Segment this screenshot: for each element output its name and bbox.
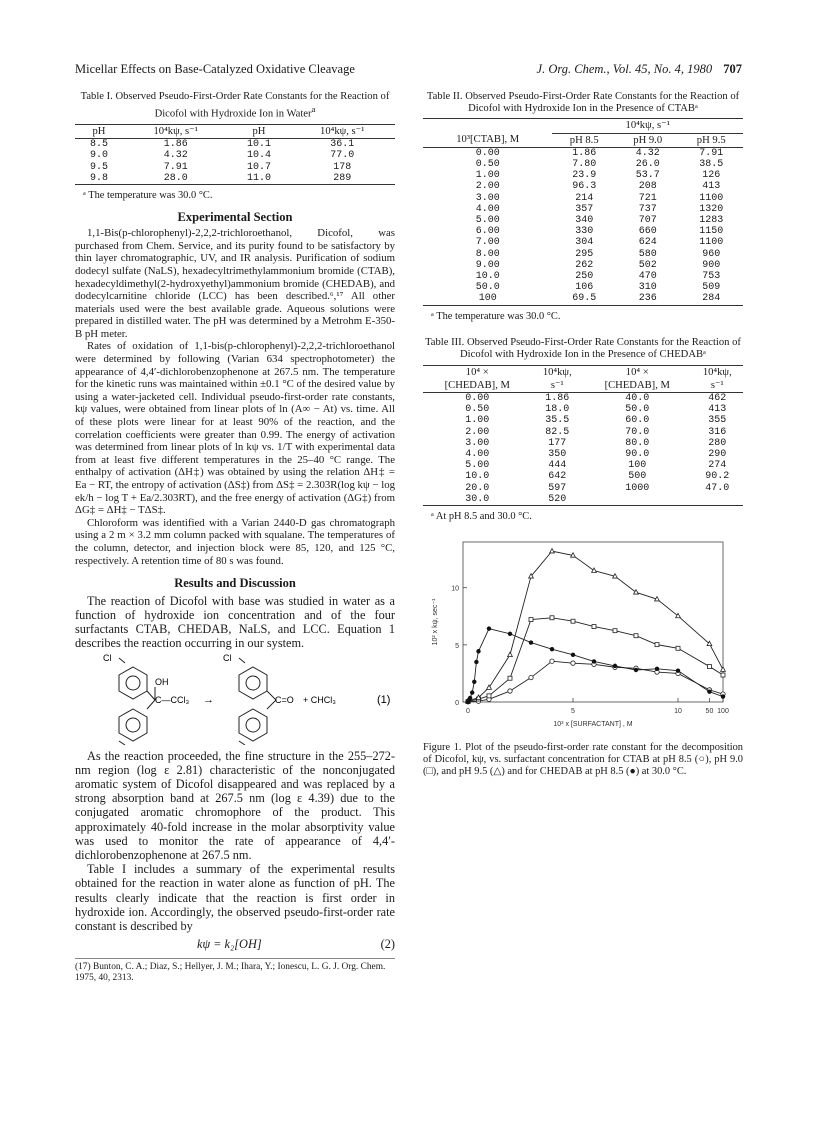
table2-cell: 1320 bbox=[699, 203, 724, 215]
table2-cell: 295 bbox=[575, 248, 594, 260]
table1-header-col-2: pH bbox=[228, 124, 289, 138]
data-point-chedab-ph85 bbox=[655, 666, 659, 670]
table2-cell: 660 bbox=[638, 226, 657, 238]
table1-row bbox=[75, 173, 395, 185]
table1-header-col-0: pH bbox=[75, 124, 123, 138]
data-point-chedab-ph85 bbox=[634, 667, 638, 671]
table2-cell: 304 bbox=[575, 237, 594, 249]
scheme-co: C=O bbox=[275, 694, 294, 705]
y-tick-label: 5 bbox=[455, 642, 459, 650]
table3-row bbox=[423, 483, 743, 494]
x-tick-label: 0 bbox=[466, 707, 470, 715]
table3-cell: 444 bbox=[548, 460, 567, 472]
table3-cell: 47.0 bbox=[705, 482, 730, 494]
table1-cell: 1.86 bbox=[163, 139, 188, 151]
data-point-ctab-ph90 bbox=[487, 694, 491, 698]
table1-cell: 11.0 bbox=[246, 172, 271, 184]
table2-cell: 69.5 bbox=[572, 293, 597, 305]
table3-cell: 5.00 bbox=[465, 460, 490, 472]
table2-cell: 7.91 bbox=[699, 147, 724, 159]
data-point-ctab-ph95 bbox=[592, 568, 597, 572]
table2-header-col-1: pH 8.5 bbox=[552, 133, 616, 147]
table1-header-col-1: 10⁴kψ, s⁻¹ bbox=[123, 124, 228, 138]
data-point-chedab-ph85 bbox=[721, 694, 725, 698]
table3-row bbox=[423, 471, 743, 482]
table2-row bbox=[423, 293, 743, 305]
table2-cell: 23.9 bbox=[572, 170, 597, 182]
table3-cell: 316 bbox=[708, 426, 727, 438]
table2-row bbox=[423, 159, 743, 170]
table2-cell: 0.00 bbox=[475, 147, 500, 159]
table3-cell bbox=[583, 494, 692, 506]
table3-cell: 177 bbox=[548, 437, 567, 449]
x-axis-label: 10³ x [SURFACTANT] , M bbox=[553, 720, 633, 728]
x-tick-label: 10 bbox=[674, 707, 682, 715]
data-point-ctab-ph95 bbox=[676, 613, 681, 617]
table3-cell: 10.0 bbox=[465, 471, 490, 483]
table3-row bbox=[423, 460, 743, 471]
table2-cell: 1.86 bbox=[572, 147, 597, 159]
table3-cell: 80.0 bbox=[625, 437, 650, 449]
table1-label: Table I. bbox=[80, 91, 113, 102]
table3-cell: 0.00 bbox=[465, 393, 490, 405]
table2-cell: 4.32 bbox=[635, 147, 660, 159]
plot-frame bbox=[463, 542, 723, 702]
table2-caption bbox=[423, 91, 743, 115]
table3-header-top-col-1: 10⁴kψ, bbox=[542, 366, 572, 378]
table1-row bbox=[75, 139, 395, 151]
table3-cell: 1.86 bbox=[545, 393, 570, 405]
data-point-ctab-ph90 bbox=[634, 633, 638, 637]
data-point-ctab-ph90 bbox=[613, 628, 617, 632]
table3-cell: 462 bbox=[708, 393, 727, 405]
journal-citation: J. Org. Chem., Vol. 45, No. 4, 1980 bbox=[536, 62, 713, 76]
running-header-left: Micellar Effects on Base-Catalyzed Oxidative Cleavage bbox=[75, 62, 355, 76]
x-tick-label: 50 bbox=[705, 707, 714, 715]
table2-cell: 707 bbox=[638, 215, 657, 227]
table2-cell: 50.0 bbox=[475, 282, 500, 294]
y-tick-label: 10 bbox=[451, 585, 459, 593]
table3-row bbox=[423, 438, 743, 449]
equation-2-number: (2) bbox=[380, 937, 395, 952]
table2-cell: 96.3 bbox=[572, 181, 597, 193]
data-point-ctab-ph95 bbox=[721, 667, 726, 671]
table3-footnote: ᵃ At pH 8.5 and 30.0 °C. bbox=[431, 511, 532, 523]
data-point-chedab-ph85 bbox=[676, 668, 680, 672]
reference-17: (17) Bunton, C. A.; Diaz, S.; Hellyer, J. M.; Ihara, Y.; Ionescu, L. G. J. Org. Chem. 1975, 40, 2313. bbox=[75, 958, 395, 984]
page-number: 707 bbox=[723, 62, 742, 76]
running-header-right bbox=[537, 62, 742, 77]
equation-1-number: (1) bbox=[377, 693, 391, 706]
data-point-chedab-ph85 bbox=[470, 690, 474, 694]
data-point-chedab-ph85 bbox=[592, 659, 596, 663]
table2-cell: 7.80 bbox=[572, 159, 597, 171]
table2-cell: 208 bbox=[638, 181, 657, 193]
table3-cell: 82.5 bbox=[545, 426, 570, 438]
table2-cell: 236 bbox=[638, 293, 657, 305]
results-p1: The reaction of Dicofol with base was studied in water as a function of hydroxide ion concentration and of the four surfactants CTAB, CHEDAB, NaLS, and LCC. Equation 1 describes the reaction occurring in our system. bbox=[75, 593, 395, 651]
table3-cell bbox=[692, 494, 743, 506]
table3-cell: 0.50 bbox=[465, 404, 490, 416]
table2-row bbox=[423, 282, 743, 293]
table2-row bbox=[423, 226, 743, 237]
data-point-chedab-ph85 bbox=[613, 663, 617, 667]
data-point-chedab-ph85 bbox=[487, 626, 491, 630]
data-point-ctab-ph85 bbox=[571, 661, 575, 665]
table3-cell: 280 bbox=[708, 437, 727, 449]
table3-title: Observed Pseudo-First-Order Rate Constants for the Reaction of Dicofol with Hydroxide Ion in the Presence of CHEDABᵃ bbox=[460, 337, 741, 361]
table3-label: Table III. bbox=[425, 337, 465, 349]
table2-row bbox=[423, 271, 743, 282]
data-point-ctab-ph90 bbox=[707, 664, 711, 668]
table3-cell: 355 bbox=[708, 415, 727, 427]
table2-cell: 26.0 bbox=[635, 159, 660, 171]
figure1-chart bbox=[423, 534, 743, 739]
data-point-chedab-ph85 bbox=[550, 647, 554, 651]
table2-cell: 5.00 bbox=[475, 215, 500, 227]
reaction-scheme bbox=[75, 653, 395, 745]
table2-label: Table II. bbox=[426, 91, 463, 102]
table2-cell: 8.00 bbox=[475, 248, 500, 260]
scheme-ccl3: C—CCl₃ bbox=[155, 694, 190, 705]
table3-cell: 70.0 bbox=[625, 426, 650, 438]
results-heading: Results and Discussion bbox=[174, 576, 296, 591]
table1-cell: 10.7 bbox=[246, 161, 271, 173]
table1 bbox=[75, 124, 395, 185]
table2-cell: 753 bbox=[702, 271, 721, 283]
data-point-chedab-ph85 bbox=[472, 679, 476, 683]
table2-cell: 284 bbox=[702, 293, 721, 305]
table2-cell: 1283 bbox=[699, 215, 724, 227]
table3-cell: 90.0 bbox=[625, 449, 650, 461]
table3-row bbox=[423, 427, 743, 438]
table2-cell: 2.00 bbox=[475, 181, 500, 193]
table2-cell: 413 bbox=[702, 181, 721, 193]
table1-cell: 8.5 bbox=[89, 139, 108, 151]
data-point-chedab-ph85 bbox=[476, 649, 480, 653]
data-point-ctab-ph85 bbox=[550, 659, 554, 663]
table3-cell: 60.0 bbox=[625, 415, 650, 427]
table1-cell: 9.0 bbox=[89, 150, 108, 162]
table2-cell: 9.00 bbox=[475, 259, 500, 271]
table3-cell: 50.0 bbox=[625, 404, 650, 416]
table2-cell: 7.00 bbox=[475, 237, 500, 249]
table1-cell: 178 bbox=[333, 161, 352, 173]
scheme-cl-1: Cl bbox=[103, 652, 112, 663]
experimental-p1: 1,1-Bis(p-chlorophenyl)-2,2,2-trichloroethanol, Dicofol, was purchased from Chem. Service, and its purity found to be satisfactory by thin layer chromatographic, UV, and IR analysis. Purification of sodium dodecyl sulfate (NaLS), hexadecyltrimethylammonium bromide (CTAB), hexadecyldimethyl(2-hydroxyethyl)ammonium bromide (CHEDAB), and dodecylcarnitine chloride (LCC) has been described.⁶,¹⁷ All other materials used were the best available grade. Aqueous solutions were prepared in distilled water. The pH was determined by a Metrohm E-350-B pH meter. bbox=[75, 227, 395, 340]
left-column bbox=[75, 91, 395, 984]
table3-cell: 100 bbox=[628, 460, 647, 472]
table3-cell: 274 bbox=[708, 460, 727, 472]
data-point-ctab-ph85 bbox=[508, 688, 512, 692]
results-p3: Table I includes a summary of the experimental results obtained for the reaction in water alone as function of pH. The results clearly indicate that the reaction is first order in hydroxide ion. Accordingly, the observed pseudo-first-order rate constant is described by bbox=[75, 862, 395, 934]
table3-header-bottom-col-1: s⁻¹ bbox=[532, 379, 583, 393]
table2-cell: 721 bbox=[638, 192, 657, 204]
table3-cell: 1.00 bbox=[465, 415, 490, 427]
data-point-ctab-ph90 bbox=[655, 642, 659, 646]
equation-2 bbox=[75, 936, 395, 952]
table2-cell: 1100 bbox=[699, 237, 724, 249]
figure1-caption: Figure 1. Plot of the pseudo-first-order rate constant for the decomposition of Dicofol, kψ, vs. surfactant concentration for CTAB at pH 8.5 (○), pH 9.0 (□), and pH 9.5 (△) and for CHEDAB at pH 8.5 (●) at 30.0 °C. bbox=[423, 742, 743, 778]
table2-row bbox=[423, 215, 743, 226]
table2-span-header: 10⁴kψ, s⁻¹ bbox=[552, 119, 743, 133]
table3-header-top-col-0: 10⁴ × bbox=[465, 366, 489, 378]
table3-cell: 597 bbox=[548, 482, 567, 494]
y-tick-label: 0 bbox=[455, 699, 459, 707]
table2-cell: 38.5 bbox=[699, 159, 724, 171]
data-point-ctab-ph90 bbox=[592, 624, 596, 628]
table2-row bbox=[423, 170, 743, 181]
data-point-ctab-ph95 bbox=[508, 652, 513, 656]
table2-cell: 509 bbox=[702, 282, 721, 294]
y-axis-label: 10² x kψ, sec⁻¹ bbox=[432, 598, 439, 646]
table3-header-top-col-2: 10⁴ × bbox=[625, 366, 649, 378]
table3-cell: 642 bbox=[548, 471, 567, 483]
data-point-ctab-ph90 bbox=[529, 617, 533, 621]
x-tick-label: 100 bbox=[717, 707, 729, 715]
data-point-chedab-ph85 bbox=[529, 640, 533, 644]
table2-header-col-0: 10³[CTAB], M bbox=[423, 133, 552, 147]
table2-cell: 357 bbox=[575, 203, 594, 215]
data-point-chedab-ph85 bbox=[474, 659, 478, 663]
data-point-ctab-ph95 bbox=[550, 548, 555, 552]
table3-header-bottom-col-2: [CHEDAB], M bbox=[583, 379, 692, 393]
reaction-scheme-drawing bbox=[75, 653, 395, 745]
table3-cell: 90.2 bbox=[705, 471, 730, 483]
table2-cell: 6.00 bbox=[475, 226, 500, 238]
scheme-arrow: → bbox=[203, 693, 214, 706]
table3-cell: 4.00 bbox=[465, 449, 490, 461]
table2-cell: 100 bbox=[478, 293, 497, 305]
table2-cell: 126 bbox=[702, 170, 721, 182]
table3-row bbox=[423, 393, 743, 405]
table3-row bbox=[423, 415, 743, 426]
table3-header-bottom-col-0: [CHEDAB], M bbox=[423, 379, 532, 393]
table3-cell: 520 bbox=[548, 493, 567, 505]
table2-row bbox=[423, 181, 743, 192]
table1-caption: Table I. Observed Pseudo-First-Order Rate Constants for the Reaction of Dicofol with Hydroxide Ion in Water$^a$ bbox=[80, 91, 390, 120]
table2-cell: 53.7 bbox=[635, 170, 660, 182]
table1-title: Observed Pseudo-First-Order Rate Constants for the Reaction of Dicofol with Hydroxide Ion in Water bbox=[115, 91, 390, 120]
table3-caption bbox=[423, 337, 743, 361]
table2-cell: 214 bbox=[575, 192, 594, 204]
table3-cell: 18.0 bbox=[545, 404, 570, 416]
table2-row bbox=[423, 260, 743, 271]
table3-cell: 500 bbox=[628, 471, 647, 483]
data-point-chedab-ph85 bbox=[468, 695, 472, 699]
table3-header-top-col-3: 10⁴kψ, bbox=[702, 366, 732, 378]
table2-cell: 1150 bbox=[699, 226, 724, 238]
table2-cell: 470 bbox=[638, 271, 657, 283]
table3-cell: 290 bbox=[708, 449, 727, 461]
table3-cell: 40.0 bbox=[625, 393, 650, 405]
table1-cell: 9.5 bbox=[89, 161, 108, 173]
table3-row bbox=[423, 404, 743, 415]
table2-row bbox=[423, 147, 743, 159]
table3-cell: 20.0 bbox=[465, 482, 490, 494]
table1-footnote: ᵃ The temperature was 30.0 °C. bbox=[83, 189, 213, 201]
table3-cell: 3.00 bbox=[465, 437, 490, 449]
data-point-ctab-ph90 bbox=[550, 615, 554, 619]
data-point-ctab-ph90 bbox=[508, 676, 512, 680]
scheme-chcl3: + CHCl₃ bbox=[303, 694, 336, 705]
table1-header-col-3: 10⁴kψ, s⁻¹ bbox=[290, 124, 396, 138]
table2-header-col-2: pH 9.0 bbox=[616, 133, 680, 147]
table3-cell: 350 bbox=[548, 449, 567, 461]
table2-row bbox=[423, 193, 743, 204]
table2-cell: 3.00 bbox=[475, 192, 500, 204]
table3-row bbox=[423, 494, 743, 506]
table1-row bbox=[75, 150, 395, 161]
table2-cell: 960 bbox=[702, 248, 721, 260]
table1-cell: 10.4 bbox=[246, 150, 271, 162]
table1-cell: 28.0 bbox=[163, 172, 188, 184]
table3-cell: 30.0 bbox=[465, 493, 490, 505]
scheme-oh: OH bbox=[155, 676, 169, 687]
table2-cell: 106 bbox=[575, 282, 594, 294]
table1-cell: 36.1 bbox=[330, 139, 355, 151]
data-point-chedab-ph85 bbox=[508, 631, 512, 635]
table2-footnote: ᵃ The temperature was 30.0 °C. bbox=[431, 310, 561, 322]
results-p2: As the reaction proceeded, the fine structure in the 255–272-nm region (log ε 2.81) characteristic of the nonconjugated aromatic system of Dicofol disappeared and was replaced by a strong absorption band at 267.5 nm (log ε 4.39) due to the conjugated aromatic chromophore of the product. This approximately 40-fold increase in the molar absorptivity value was used to monitor the rate of appearance of 4,4′-dichlorobenzophenone at 267.5 nm. bbox=[75, 748, 395, 862]
table3-cell: 1000 bbox=[625, 482, 650, 494]
table2-row bbox=[423, 237, 743, 248]
table2-cell: 10.0 bbox=[475, 271, 500, 283]
table2-cell: 0.50 bbox=[475, 159, 500, 171]
table3-header-bottom-col-3: s⁻¹ bbox=[692, 379, 743, 393]
table2-cell: 4.00 bbox=[475, 203, 500, 215]
data-point-ctab-ph90 bbox=[676, 646, 680, 650]
table3-row bbox=[423, 449, 743, 460]
table2-cell: 624 bbox=[638, 237, 657, 249]
table2-cell: 330 bbox=[575, 226, 594, 238]
table2-header-col-3: pH 9.5 bbox=[679, 133, 743, 147]
table1-row bbox=[75, 162, 395, 173]
table2-cell: 262 bbox=[575, 259, 594, 271]
table3-cell: 413 bbox=[708, 404, 727, 416]
figure1 bbox=[423, 534, 743, 743]
table1-cell: 289 bbox=[333, 172, 352, 184]
equation-2-body: kψ = k₂[OH] bbox=[197, 937, 262, 952]
data-point-ctab-ph90 bbox=[571, 619, 575, 623]
table2-cell: 900 bbox=[702, 259, 721, 271]
table2-cell: 1.00 bbox=[475, 170, 500, 182]
table3 bbox=[423, 365, 743, 506]
table1-cell: 9.8 bbox=[89, 172, 108, 184]
table2-cell: 340 bbox=[575, 215, 594, 227]
table3-cell: 35.5 bbox=[545, 415, 570, 427]
table2 bbox=[423, 118, 743, 305]
scheme-cl-2: Cl bbox=[223, 652, 232, 663]
experimental-heading: Experimental Section bbox=[177, 209, 293, 224]
table1-cell: 10.1 bbox=[246, 139, 271, 151]
table2-cell: 737 bbox=[638, 203, 657, 215]
table2-cell: 580 bbox=[638, 248, 657, 260]
table1-cell: 7.91 bbox=[163, 161, 188, 173]
data-point-ctab-ph95 bbox=[634, 589, 639, 593]
table1-cell: 4.32 bbox=[163, 150, 188, 162]
table2-cell: 310 bbox=[638, 282, 657, 294]
table2-row bbox=[423, 204, 743, 215]
data-point-chedab-ph85 bbox=[571, 652, 575, 656]
table3-cell: 2.00 bbox=[465, 426, 490, 438]
table2-cell: 250 bbox=[575, 271, 594, 283]
right-column bbox=[423, 91, 743, 778]
series-line-1 bbox=[468, 617, 723, 701]
table2-cell: 502 bbox=[638, 259, 657, 271]
data-point-ctab-ph90 bbox=[721, 673, 725, 677]
x-tick-label: 5 bbox=[571, 707, 575, 715]
table2-row bbox=[423, 249, 743, 260]
table2-title: Observed Pseudo-First-Order Rate Constants for the Reaction of Dicofol with Hydroxide Ion in the Presence of CTABᵃ bbox=[465, 91, 740, 115]
table1-cell: 77.0 bbox=[330, 150, 355, 162]
experimental-p2: Rates of oxidation of 1,1-bis(p-chlorophenyl)-2,2,2-trichloroethanol were determined by following (Varian 634 spectrophotometer) the appearance of 4,4′-dichlorobenzophenone at 267.5 nm. The temperature for the kinetic runs was maintained within ±0.1 °C of the desired value by using a water-jacketed cell. Individual pseudo-first-order rate constants, kψ values, were obtained from linear plots of ln (A∞ − At) vs. time. All of these plots were linear for at least 90% of the reaction, and the correlation coefficients were greater than 0.99. The energy of activation was determined from linear plots of ln kψ vs. 1/T with experimental data from at least five different temperatures in the 25–40 °C range. The enthalpy of activation (ΔH‡) was obtained by using the relation ΔH‡ = Ea − RT, the entropy of activation (ΔS‡) from ΔS‡ = 2.303R(log kψ − log ek/h − log T + Ea/2.303RT), and the free energy of activation (ΔG‡) from ΔG‡ = ΔH‡ − TΔS‡. bbox=[75, 340, 395, 517]
data-point-ctab-ph85 bbox=[529, 675, 533, 679]
table2-cell: 1100 bbox=[699, 192, 724, 204]
data-point-chedab-ph85 bbox=[707, 689, 711, 693]
experimental-p3: Chloroform was identified with a Varian 2440-D gas chromatograph using a 2 m × 3.2 mm column packed with squalane. The temperatures of the column, detector, and injection block were 85, 120, and 125 °C, respectively. A retention time of 80 s was found. bbox=[75, 516, 395, 567]
